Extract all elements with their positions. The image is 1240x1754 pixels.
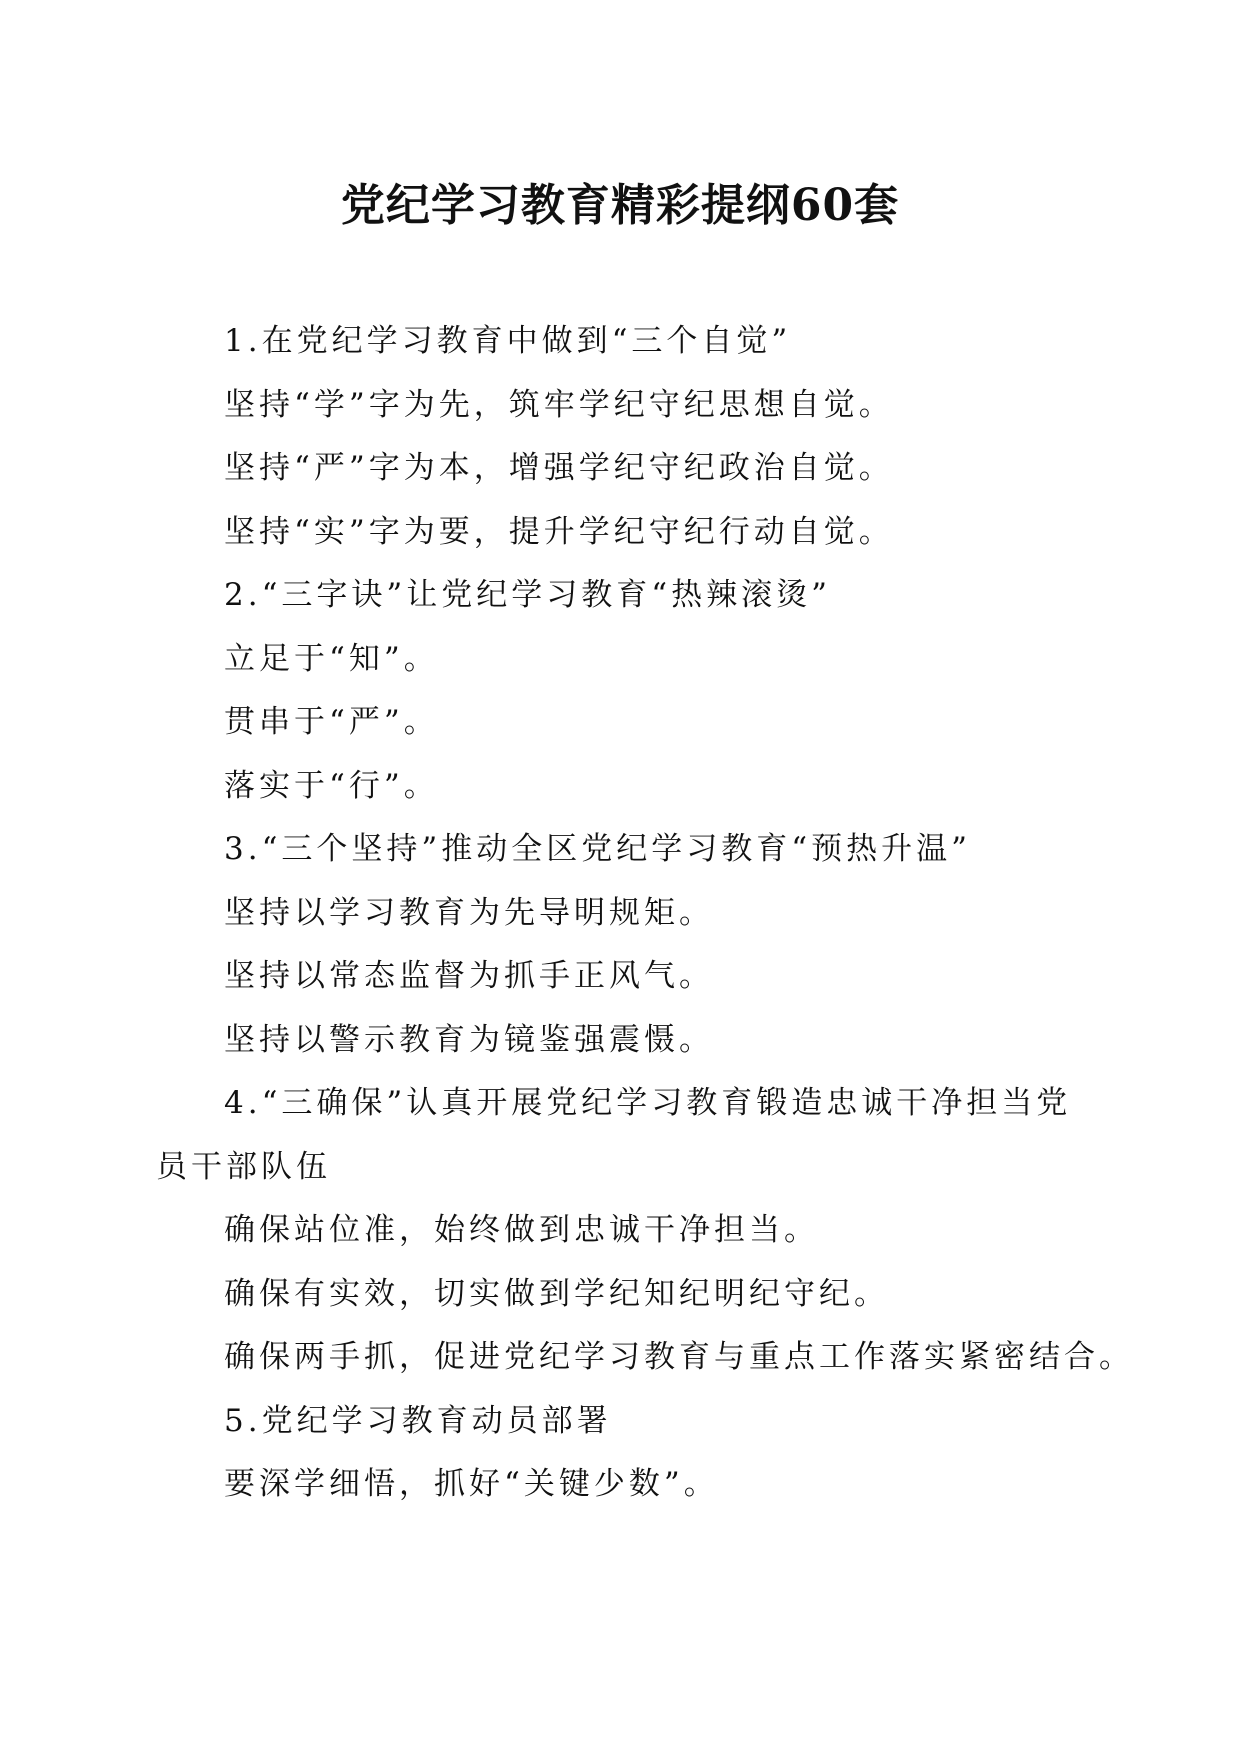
paragraph: 确保有实效，切实做到学纪知纪明纪守纪。 — [224, 1275, 889, 1312]
paragraph: 坚持以常态监督为抓手正风气。 — [224, 958, 714, 994]
paragraph: 坚持以警示教育为镜鉴强震慑。 — [224, 1021, 714, 1058]
paragraph: 贯串于“严”。 — [224, 704, 439, 740]
heading-1: 1.在党纪学习教育中做到“三个自觉” — [224, 323, 792, 359]
paragraph: 坚持“严”字为本，增强学纪守纪政治自觉。 — [224, 450, 894, 486]
paragraph: 确保站位准，始终做到忠诚干净担当。 — [224, 1212, 819, 1248]
paragraph: 立足于“知”。 — [224, 640, 439, 677]
document-body — [156, 310, 1134, 1517]
paragraph: 要深学细悟，抓好“关键少数”。 — [224, 1466, 719, 1502]
paragraph: 坚持以学习教育为先导明规矩。 — [224, 894, 714, 931]
paragraph: 坚持“学”字为先，筑牢学纪守纪思想自觉。 — [224, 386, 894, 423]
paragraph: 坚持“实”字为要，提升学纪守纪行动自觉。 — [224, 513, 894, 550]
heading-3: 3.“三个坚持”推动全区党纪学习教育“预热升温” — [224, 831, 971, 867]
document-title: 党纪学习教育精彩提纲60套 — [340, 180, 900, 231]
heading-2: 2.“三字诀”让党纪学习教育“热辣滚烫” — [224, 577, 831, 613]
paragraph: 确保两手抓，促进党纪学习教育与重点工作落实紧密结合。 — [224, 1339, 1134, 1375]
heading-4: 4.“三确保”认真开展党纪学习教育锻造忠诚干净担当党员干部队伍 — [156, 1085, 1072, 1185]
paragraph: 落实于“行”。 — [224, 767, 439, 804]
heading-5: 5.党纪学习教育动员部署 — [224, 1402, 612, 1439]
